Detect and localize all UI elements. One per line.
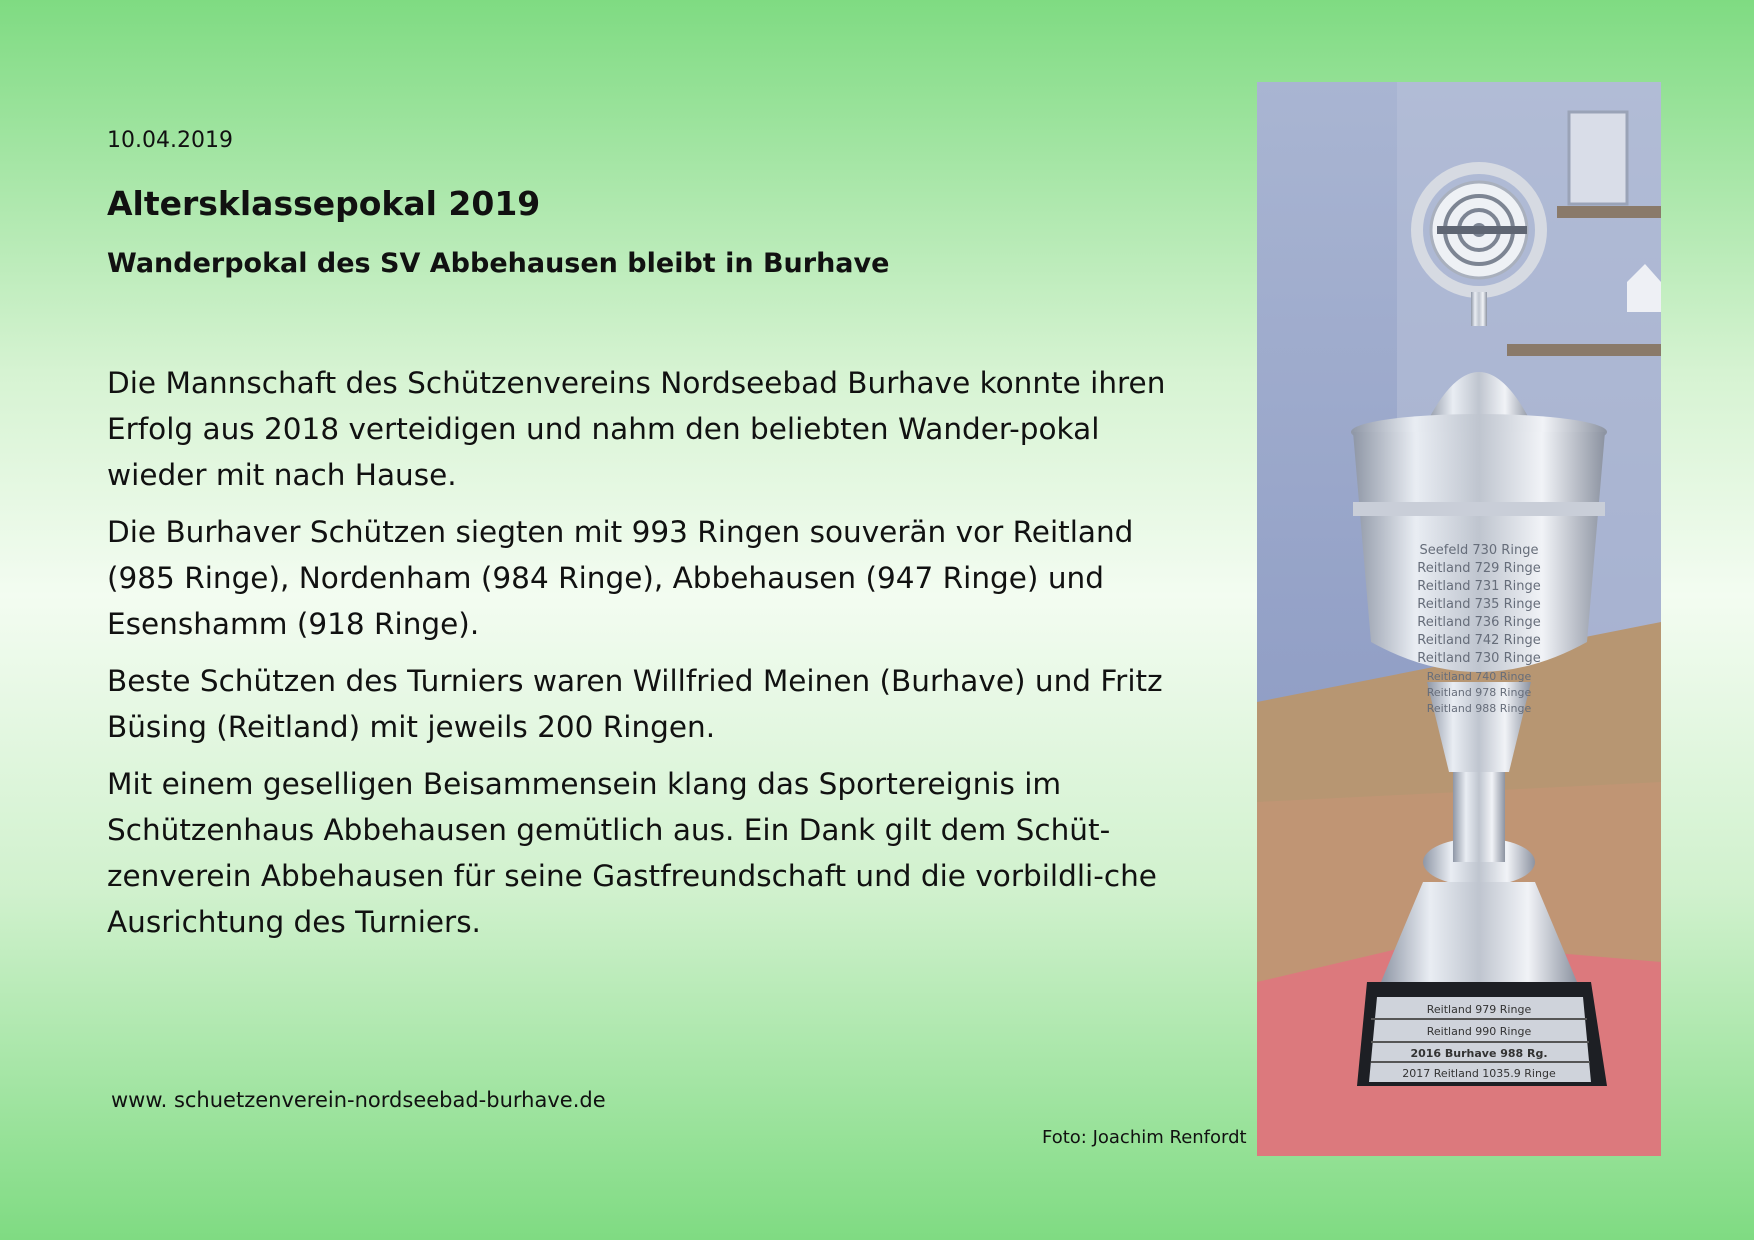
engraving: Reitland 730 Ringe bbox=[1417, 651, 1541, 666]
engraving: Reitland 735 Ringe bbox=[1417, 597, 1541, 612]
engraving: Reitland 988 Ringe bbox=[1426, 702, 1532, 715]
paragraph: Die Burhaver Schützen siegten mit 993 Ringen souverän vor Reitland (985 Ringe), Nordenham (984 Ringe), Abbehausen (947 Ringe) und Esenshamm (918 Ringe). bbox=[107, 515, 1134, 641]
base-plaque: 2017 Reitland 1035.9 Ringe bbox=[1402, 1067, 1556, 1080]
engraving: Reitland 731 Ringe bbox=[1417, 579, 1541, 594]
engraving: Reitland 978 Ringe bbox=[1426, 686, 1532, 699]
base-plaque: 2016 Burhave 988 Rg. bbox=[1410, 1047, 1548, 1060]
date: 10.04.2019 bbox=[107, 128, 233, 153]
base-plaque: Reitland 979 Ringe bbox=[1426, 1003, 1532, 1016]
engraving: Seefeld 730 Ringe bbox=[1419, 543, 1539, 558]
engraving: Reitland 740 Ringe bbox=[1426, 670, 1532, 683]
engraving: Reitland 729 Ringe bbox=[1417, 561, 1541, 576]
engraving: Reitland 736 Ringe bbox=[1417, 615, 1541, 630]
photo-credit: Foto: Joachim Renfordt bbox=[1042, 1127, 1247, 1148]
trophy-photo bbox=[1257, 82, 1661, 1156]
page-title: Altersklassepokal 2019 bbox=[107, 184, 541, 223]
base-plaque: Reitland 990 Ringe bbox=[1426, 1025, 1532, 1038]
page-subtitle: Wanderpokal des SV Abbehausen bleibt in Burhave bbox=[107, 248, 890, 279]
website-url: www. schuetzenverein-nordseebad-burhave.de bbox=[111, 1088, 606, 1112]
article-body bbox=[107, 360, 1167, 956]
paragraph: Die Mannschaft des Schützenvereins Nordseebad Burhave konnte ihren Erfolg aus 2018 verteidigen und nahm den beliebten Wander-pokal wieder mit nach Hause. bbox=[107, 366, 1166, 492]
paragraph: Mit einem geselligen Beisammensein klang das Sportereignis im Schützenhaus Abbehausen gemütlich aus. Ein Dank gilt dem Schüt-zenverein Abbehausen für seine Gastfreundschaft und die vorbildli-che Ausrichtung des Turniers. bbox=[107, 767, 1157, 939]
engraving: Reitland 742 Ringe bbox=[1417, 633, 1541, 648]
paragraph: Beste Schützen des Turniers waren Willfried Meinen (Burhave) und Fritz Büsing (Reitland) mit jeweils 200 Ringen. bbox=[107, 664, 1163, 744]
